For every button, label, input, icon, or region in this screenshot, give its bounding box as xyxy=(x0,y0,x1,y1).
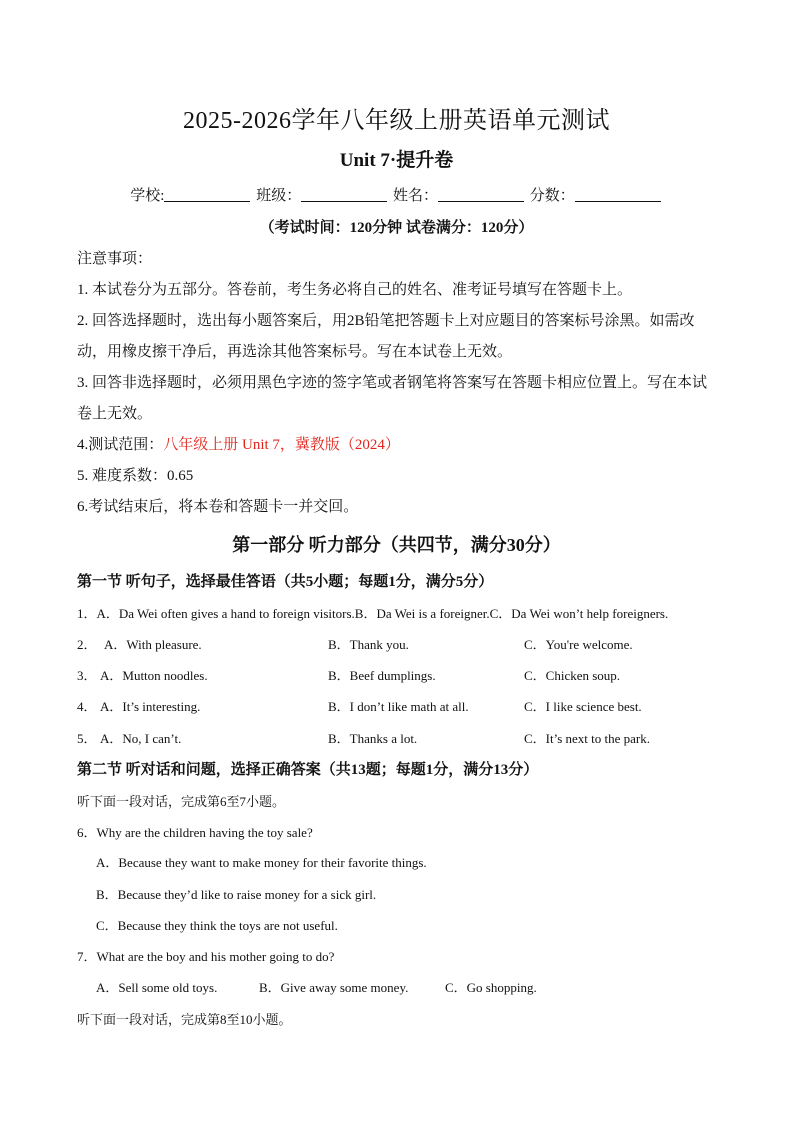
note-range-value: 八年级上册 Unit 7，冀教版（2024） xyxy=(163,437,400,453)
section1-heading: 第一节 听句子，选择最佳答语（共5小题；每题1分，满分5分） xyxy=(77,574,494,590)
option-b: B．Because they’d like to raise money for a sick girl. xyxy=(96,887,377,902)
option-c: C．Because they think the toys are not useful. xyxy=(96,918,338,933)
question-3-number: 3． xyxy=(77,668,97,683)
option-a: A．With pleasure. xyxy=(104,637,202,652)
name-label: 姓名： xyxy=(392,188,438,204)
part1-title: 第一部分 听力部分（共四节，满分30分） xyxy=(232,535,561,555)
student-info-line xyxy=(0,184,793,205)
option-a: A．Because they want to make money for their favorite things. xyxy=(96,855,427,870)
notes-heading: 注意事项： xyxy=(77,251,153,267)
school-blank[interactable] xyxy=(164,187,250,202)
exam-subtitle: Unit 7·提升卷 xyxy=(339,150,454,171)
option-a: A．Sell some old toys. xyxy=(96,980,218,995)
note-range-prefix: 4.测试范围： xyxy=(77,437,164,453)
question-5-number: 5． xyxy=(77,731,97,746)
question-1: 1．A．Da Wei often gives a hand to foreign visitors.B．Da Wei is a foreigner.C．Da Wei won’t help foreigners. xyxy=(77,606,669,621)
notes-section xyxy=(77,244,719,523)
option-b: B．Thanks a lot. xyxy=(328,731,418,746)
exam-time: （考试时间：120分钟 试卷满分：120分） xyxy=(259,220,534,236)
option-a: A．Mutton noodles. xyxy=(100,668,208,683)
note-item: 5. 难度系数：0.65 xyxy=(77,468,194,484)
question-7-stem: 7．What are the boy and his mother going to do? xyxy=(77,949,335,964)
exam-title: 2025-2026学年八年级上册英语单元测试 xyxy=(183,108,610,134)
dialogue-instruction: 听下面一段对话，完成第8至10小题。 xyxy=(77,1012,292,1027)
option-c: C．It’s next to the park. xyxy=(524,731,651,746)
note-item xyxy=(77,430,719,461)
question-4-number: 4． xyxy=(77,699,97,714)
score-label: 分数： xyxy=(529,188,575,204)
class-blank[interactable] xyxy=(301,187,387,202)
note-item: 1. 本试卷分为五部分。答卷前，考生务必将自己的姓名、准考证号填写在答题卡上。 xyxy=(77,282,633,298)
option-c: C．Chicken soup. xyxy=(524,668,621,683)
note-item: 2. 回答选择题时，选出每小题答案后，用2B铅笔把答题卡上对应题目的答案标号涂黑。如需改动，用橡皮擦干净后，再选涂其他答案标号。写在本试卷上无效。 xyxy=(77,313,695,360)
option-c: C．Go shopping. xyxy=(445,980,537,995)
name-blank[interactable] xyxy=(438,187,524,202)
question-2-number: 2． xyxy=(77,637,97,652)
question-6-stem: 6．Why are the children having the toy sale? xyxy=(77,825,313,840)
class-label: 班级： xyxy=(256,188,302,204)
note-item: 3. 回答非选择题时，必须用黑色字迹的签字笔或者钢笔将答案写在答题卡相应位置上。写在本试卷上无效。 xyxy=(77,375,708,422)
option-b: B．Give away some money. xyxy=(259,980,409,995)
section2-heading: 第二节 听对话和问题，选择正确答案（共13题；每题1分，满分13分） xyxy=(77,762,539,778)
option-a: A．It’s interesting. xyxy=(100,699,201,714)
school-label: 学校: xyxy=(130,188,165,204)
option-b: B．I don’t like math at all. xyxy=(328,699,469,714)
dialogue-instruction: 听下面一段对话，完成第6至7小题。 xyxy=(77,794,286,809)
note-item: 6.考试结束后，将本卷和答题卡一并交回。 xyxy=(77,499,359,515)
score-blank[interactable] xyxy=(575,187,661,202)
option-c: C．You're welcome. xyxy=(524,637,633,652)
option-c: C．I like science best. xyxy=(524,699,642,714)
option-b: B．Thank you. xyxy=(328,637,409,652)
option-b: B．Beef dumplings. xyxy=(328,668,436,683)
option-a: A．No, I can’t. xyxy=(100,731,182,746)
